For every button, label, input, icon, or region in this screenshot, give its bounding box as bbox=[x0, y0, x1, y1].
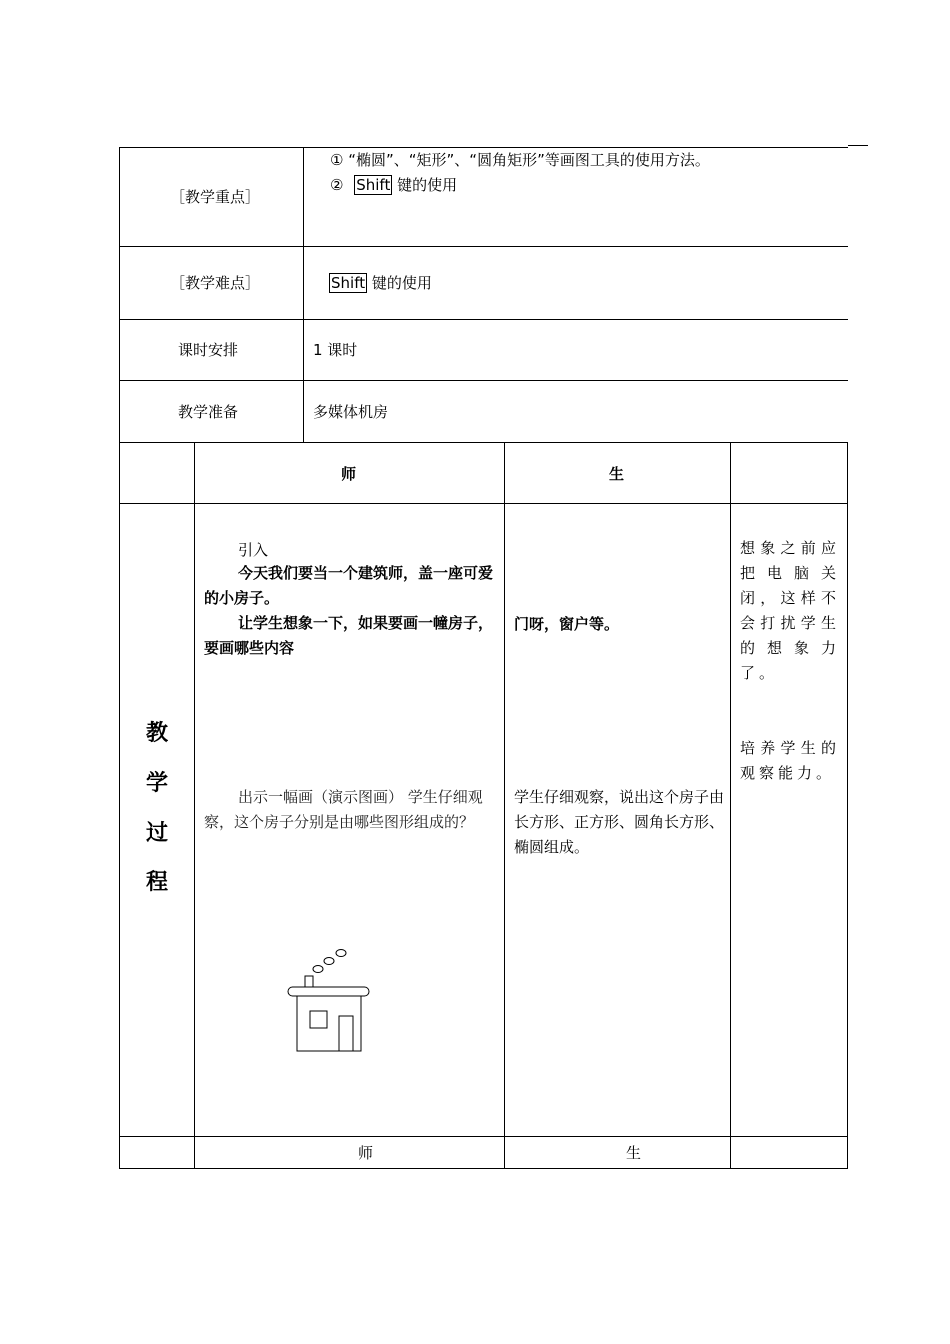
column-divider-teacher-student bbox=[504, 442, 505, 1169]
difficulty-label: ［教学难点］ bbox=[170, 274, 261, 292]
window-icon bbox=[310, 1011, 327, 1028]
row-divider bbox=[119, 1136, 848, 1137]
smoke-puff-icon bbox=[313, 966, 323, 973]
door-icon bbox=[339, 1016, 353, 1051]
row-divider bbox=[119, 380, 848, 381]
focus-item-2 bbox=[330, 175, 457, 195]
student-answer-1: 门呀，窗户等。 bbox=[514, 615, 620, 633]
teacher-paragraph: 让学生想象一下，如果要画一幢房子，要画哪些内容 bbox=[204, 614, 494, 657]
footer-student: 生 bbox=[626, 1144, 642, 1162]
chimney-icon bbox=[305, 976, 313, 987]
prep-value: 多媒体机房 bbox=[313, 403, 389, 421]
column-divider-student-notes bbox=[730, 442, 731, 1169]
prep-label: 教学准备 bbox=[178, 403, 239, 421]
teacher-demo: 出示一幅画（演示图画） 学生仔细观察，这个房子分别是由哪些图形组成的？ bbox=[204, 788, 483, 831]
note-1: 想象之前应把电脑关闭，这样不会打扰学生的想象力了。 bbox=[740, 539, 840, 682]
focus-label: ［教学重点］ bbox=[170, 188, 261, 206]
house-drawing-icon bbox=[280, 940, 380, 1060]
table-border-left bbox=[119, 147, 120, 1169]
focus-item-2-text: 键的使用 bbox=[392, 176, 458, 194]
focus-item-1: ① “椭圆”、“矩形”、“圆角矩形”等画图工具的使用方法。 bbox=[330, 151, 710, 169]
row-divider bbox=[119, 319, 848, 320]
difficulty-text: 键的使用 bbox=[367, 274, 432, 292]
table-border-top bbox=[119, 147, 848, 148]
shift-key: Shift bbox=[331, 274, 366, 292]
roof-icon bbox=[288, 987, 369, 996]
smoke-puff-icon bbox=[324, 958, 334, 965]
table-border-top-extension bbox=[848, 145, 868, 146]
row-divider bbox=[119, 503, 848, 504]
schedule-label: 课时安排 bbox=[178, 341, 239, 359]
teacher-intro: 引入 bbox=[238, 541, 269, 559]
column-divider-side bbox=[194, 442, 195, 1169]
student-answer-2: 学生仔细观察，说出这个房子由长方形、正方形、圆角长方形、椭圆组成。 bbox=[514, 788, 725, 856]
shift-key: Shift bbox=[356, 176, 391, 194]
teacher-paragraph: 今天我们要当一个建筑师，盖一座可爱的小房子。 bbox=[204, 564, 494, 607]
note-2: 培养学生的观察能力。 bbox=[740, 739, 840, 782]
focus-item-2-marker: ② bbox=[330, 176, 344, 194]
header-teacher: 师 bbox=[341, 465, 357, 483]
difficulty-value bbox=[329, 273, 432, 293]
table-border-bottom bbox=[119, 1168, 848, 1169]
smoke-puff-icon bbox=[336, 950, 346, 957]
schedule-value: 1 课时 bbox=[313, 341, 358, 359]
side-label-char: 教 bbox=[146, 721, 169, 746]
side-label-char: 程 bbox=[146, 870, 169, 895]
row-divider bbox=[119, 442, 848, 443]
table-border-right-lower bbox=[847, 442, 848, 1169]
house-wall-icon bbox=[297, 996, 361, 1051]
header-student: 生 bbox=[609, 465, 625, 483]
side-label-char: 学 bbox=[146, 771, 169, 796]
side-label-char: 过 bbox=[146, 821, 169, 846]
footer-teacher: 师 bbox=[358, 1144, 374, 1162]
upper-column-divider bbox=[303, 147, 304, 443]
row-divider bbox=[119, 246, 848, 247]
